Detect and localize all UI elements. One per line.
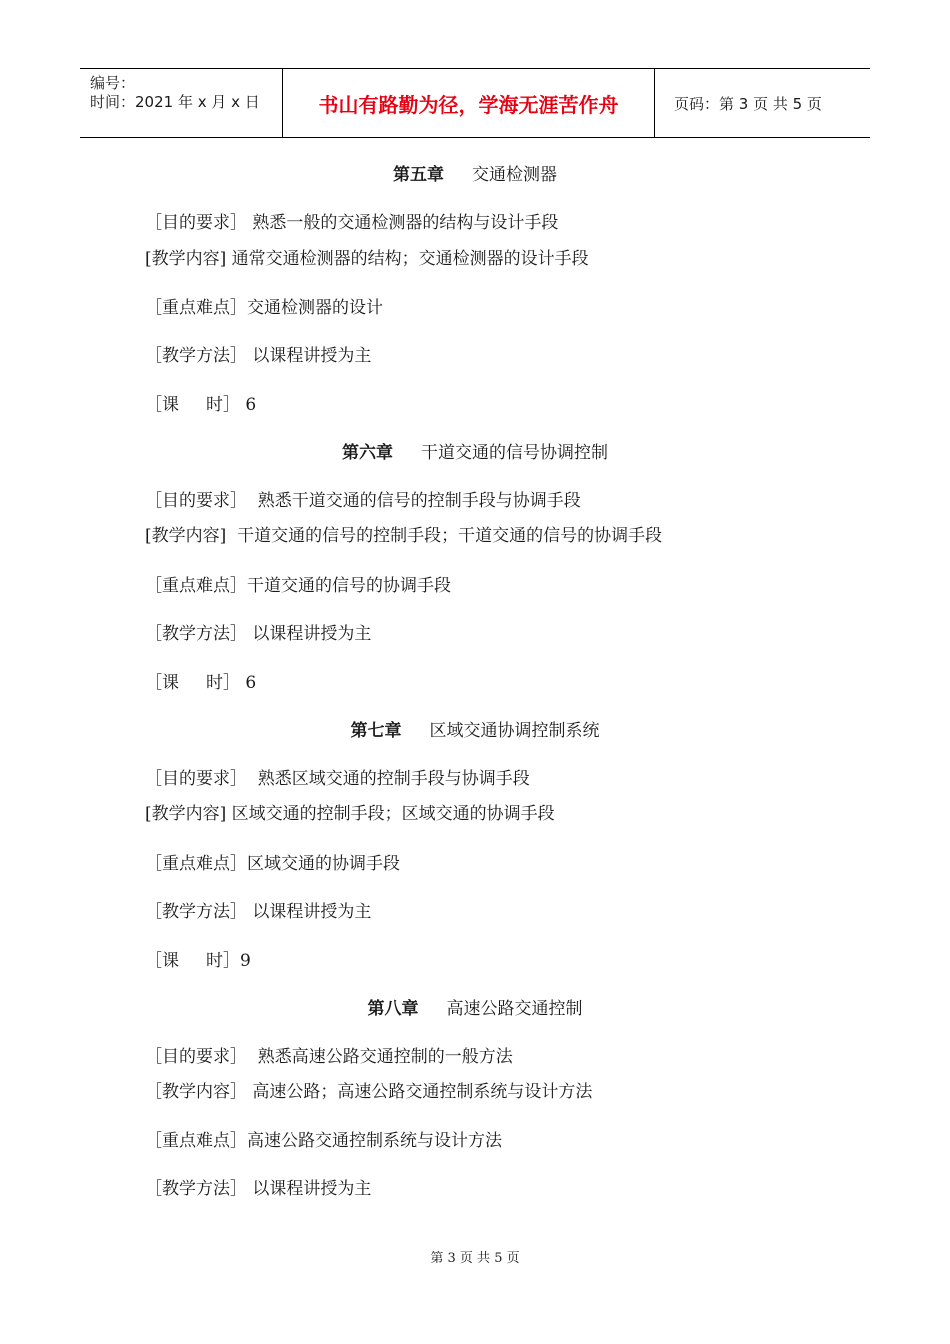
header-table — [80, 68, 870, 138]
header-page-cell — [664, 69, 870, 137]
chapter-item: ［重点难点］交通检测器的设计 — [145, 298, 383, 318]
chapter-item: [教学内容] 区域交通的控制手段；区域交通的协调手段 — [145, 804, 555, 824]
chapter-item: ［教学方法］ 以课程讲授为主 — [145, 346, 372, 366]
document-number-label: 编号： — [90, 74, 136, 92]
chapter-number: 第六章 — [342, 443, 393, 463]
chapter-item: ［目的要求］ 熟悉高速公路交通控制的一般方法 — [145, 1047, 513, 1067]
chapter-item: [教学内容] 干道交通的信号的控制手段；干道交通的信号的协调手段 — [145, 526, 663, 546]
chapter-heading — [0, 716, 950, 741]
header-left-cell — [80, 69, 283, 137]
chapter-title: 交通检测器 — [472, 165, 557, 185]
chapter-item: ［重点难点］干道交通的信号的协调手段 — [145, 576, 451, 596]
chapter-item: ［重点难点］高速公路交通控制系统与设计方法 — [145, 1131, 502, 1151]
chapter-item: ［教学方法］ 以课程讲授为主 — [145, 902, 372, 922]
chapter-item: ［课 时］ 6 — [145, 395, 257, 415]
document-date: 时间：2021 年 x 月 x 日 — [90, 93, 260, 111]
footer-page-number: 第 3 页 共 5 页 — [430, 1251, 520, 1266]
chapter-heading — [0, 160, 950, 185]
chapter-item: ［目的要求］ 熟悉一般的交通检测器的结构与设计手段 — [145, 213, 559, 233]
chapter-number: 第八章 — [367, 999, 419, 1019]
chapter-item: [教学内容] 通常交通检测器的结构；交通检测器的设计手段 — [145, 249, 589, 269]
chapter-item: ［课 时］ 6 — [145, 673, 257, 693]
chapter-item: ［重点难点］区域交通的协调手段 — [145, 854, 400, 874]
chapter-item: ［目的要求］ 熟悉干道交通的信号的控制手段与协调手段 — [145, 491, 581, 511]
header-motto: 书山有路勤为径，学海无涯苦作舟 — [318, 92, 619, 117]
chapter-heading — [0, 994, 950, 1019]
header-page-info: 页码：第 3 页 共 5 页 — [674, 94, 822, 113]
chapter-number: 第五章 — [393, 165, 444, 185]
chapter-item: ［目的要求］ 熟悉区域交通的控制手段与协调手段 — [145, 769, 530, 789]
chapter-title: 区域交通协调控制系统 — [429, 721, 600, 741]
chapter-item: ［课 时］9 — [145, 951, 251, 971]
chapter-number: 第七章 — [350, 721, 402, 741]
page-footer — [0, 1247, 950, 1266]
chapter-item: ［教学方法］ 以课程讲授为主 — [145, 1179, 372, 1199]
chapter-title: 干道交通的信号协调控制 — [421, 443, 608, 463]
chapter-item: ［教学方法］ 以课程讲授为主 — [145, 624, 372, 644]
chapter-heading — [0, 438, 950, 463]
chapter-title: 高速公路交通控制 — [446, 999, 583, 1019]
header-motto-cell — [283, 69, 655, 137]
chapter-item: ［教学内容］ 高速公路；高速公路交通控制系统与设计方法 — [145, 1082, 593, 1102]
